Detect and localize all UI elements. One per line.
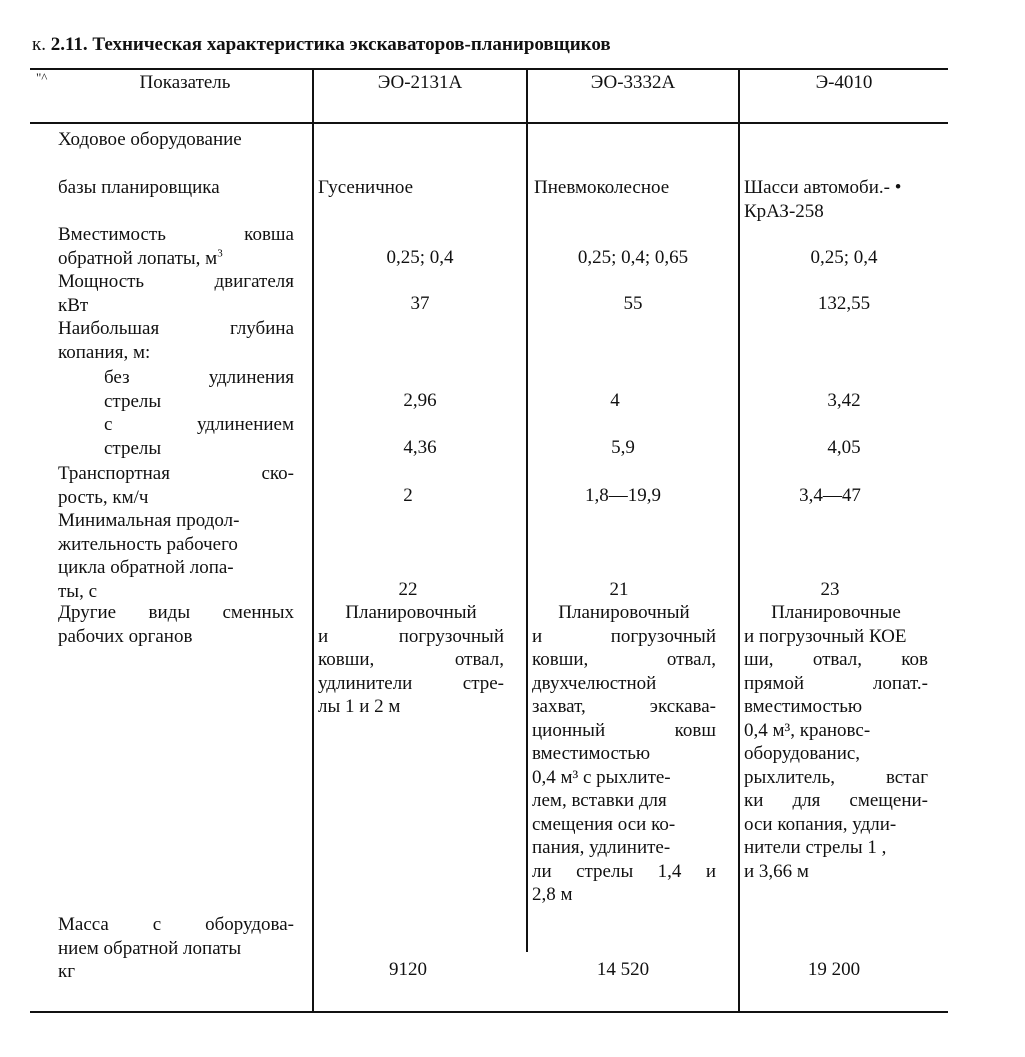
value-other-eo2131a: Планировочный и погрузочный ковши, отвал, удлинители стре- лы 1 и 2 м <box>318 602 504 717</box>
label-max-depth: Наибольшая глубина копания, м: <box>58 318 294 363</box>
value-bucket-eo3332a: 0,25; 0,4; 0,65 <box>577 247 689 268</box>
value-base-eo3332a: Пневмоколесное <box>534 177 670 198</box>
column-divider-3 <box>738 68 740 1012</box>
value-mass-e4010: 19 200 <box>807 959 861 980</box>
label-base-equipment: Ходовое оборудование <box>58 129 242 150</box>
value-depth-ext-e4010: 4,05 <box>827 437 861 458</box>
caption-text: 2.11. Техническая характеристика экскаваторов-планировщиков <box>50 34 611 55</box>
header-model-e4010: Э-4010 <box>815 72 873 93</box>
label-other-attachments: Другие виды сменных рабочих органов <box>58 602 294 647</box>
value-power-eo3332a: 55 <box>623 293 643 314</box>
caption-prefix: к. <box>32 34 46 55</box>
value-cycle-e4010: 23 <box>820 579 840 600</box>
value-cycle-eo3332a: 21 <box>609 579 629 600</box>
label-mass: Масса с оборудова- нием обратной лопаты кг <box>58 914 294 982</box>
header-model-eo3332a: ЭО-3332А <box>590 72 676 93</box>
value-base-e4010: Шасси автомоби.- • КрАЗ-258 <box>744 177 902 222</box>
value-base-eo2131a: Гусеничное <box>318 177 414 198</box>
label-min-cycle: Минимальная продол- жительность рабочего цикла обратной лопа- ты, с <box>58 510 240 602</box>
value-power-e4010: 132,55 <box>817 293 871 314</box>
value-depth-no-ext-eo3332a: 4 <box>610 390 620 411</box>
header-model-eo2131a: ЭО-2131А <box>377 72 463 93</box>
table-caption <box>32 34 611 56</box>
label-base-equipment-2: базы планировщика <box>58 177 220 198</box>
value-cycle-eo2131a: 22 <box>398 579 418 600</box>
value-speed-eo2131a: 2 <box>403 485 413 506</box>
value-depth-no-ext-eo2131a: 2,96 <box>403 390 437 411</box>
value-bucket-eo2131a: 0,25; 0,4 <box>386 247 454 268</box>
label-depth-no-extension: без удлинения стрелы <box>104 367 294 412</box>
value-mass-eo2131a: 9120 <box>389 959 427 980</box>
column-divider-1 <box>312 68 314 1012</box>
value-mass-eo3332a: 14 520 <box>596 959 650 980</box>
table-bottom-rule <box>30 1011 948 1013</box>
value-other-e4010: Планировочные и погрузочный КОЕ ши, отвал, ков прямой лопат.- вместимостью 0,4 м³, крановс- оборудованис, рыхлитель, встаг ки для смещени- оси копания, удли- нители стрелы 1 , и 3,66 м <box>744 602 928 882</box>
value-depth-ext-eo2131a: 4,36 <box>403 437 437 458</box>
value-bucket-e4010: 0,25; 0,4 <box>810 247 878 268</box>
label-bucket-capacity: Вместимость ковша обратной лопаты, $м^3$ <box>58 224 294 269</box>
label-transport-speed: Транспортная ско- рость, км/ч <box>58 463 294 508</box>
label-engine-power: Мощность двигателя кВт <box>58 271 294 316</box>
value-depth-no-ext-e4010: 3,42 <box>827 390 861 411</box>
value-speed-eo3332a: 1,8—19,9 <box>585 485 661 506</box>
value-power-eo2131a: 37 <box>410 293 430 314</box>
label-depth-with-extension: с удлинением стрелы <box>104 414 294 459</box>
value-speed-e4010: 3,4—47 <box>799 485 861 506</box>
value-depth-ext-eo3332a: 5,9 <box>611 437 635 458</box>
header-bottom-rule <box>30 122 948 124</box>
column-divider-2 <box>526 68 528 952</box>
table-top-rule <box>30 68 948 70</box>
header-corner-mark: "^ <box>36 70 48 85</box>
value-other-eo3332a: Планировочный и погрузочный ковши, отвал, двухчелюстной захват, экскава- ционный ковш вместимостью 0,4 м³ с рыхлите- лем, вставки для смещения оси ко- пания, удлините- ли стрелы 1,4 и 2,8 м <box>532 602 716 905</box>
header-indicator: Показатель <box>139 72 231 93</box>
